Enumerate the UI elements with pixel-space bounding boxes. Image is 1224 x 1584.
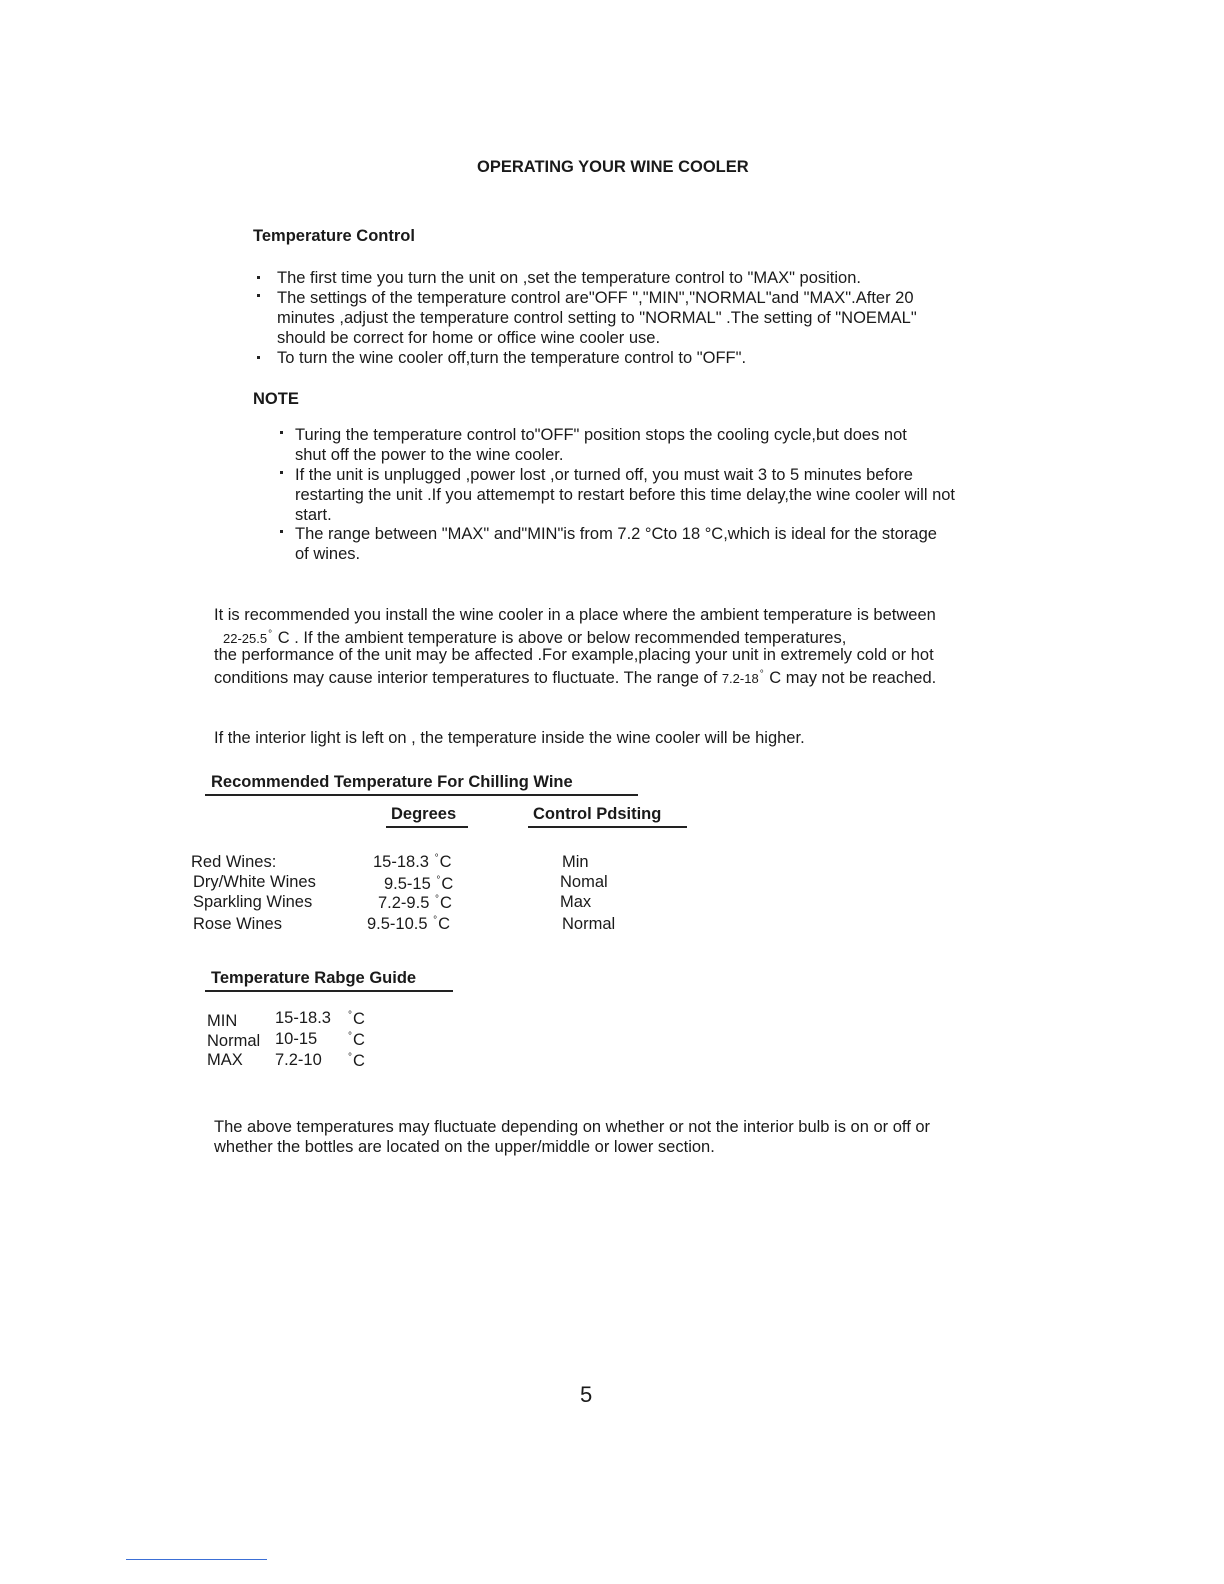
section-title-temperature-control: Temperature Control: [253, 227, 415, 245]
page-title: OPERATING YOUR WINE COOLER: [477, 158, 749, 176]
bullet: [280, 530, 283, 533]
control-setting: Min: [562, 853, 589, 871]
degree-symbol: °: [759, 669, 764, 680]
list-item: If the unit is unplugged ,power lost ,or turned off, you must wait 3 to 5 minutes before: [295, 466, 913, 484]
control-setting: Normal: [562, 915, 616, 933]
unit-c: C: [439, 853, 452, 871]
list-item-continuation: minutes ,adjust the temperature control setting to "NORMAL" .The setting of "NOEMAL": [277, 309, 917, 327]
range-guide-title: Temperature Rabge Guide: [211, 969, 417, 987]
wine-degrees: [373, 853, 451, 872]
degrees-value: 7.2-9.5: [378, 894, 430, 912]
paragraph-line: The above temperatures may fluctuate depending on whether or not the interior bulb is on or off or: [214, 1118, 931, 1136]
unit-c: C: [353, 1031, 365, 1049]
wine-name: Red Wines:: [191, 853, 277, 871]
unit-c: C: [441, 875, 454, 893]
wine-degrees: [378, 894, 452, 913]
range-value: 10-15: [275, 1030, 318, 1048]
unit-c: C: [439, 894, 452, 912]
paragraph-text: conditions may cause interior temperatures to fluctuate. The range of: [214, 669, 718, 687]
section-title-note: NOTE: [253, 390, 299, 408]
table-title: Recommended Temperature For Chilling Wine: [211, 773, 573, 791]
degree-symbol: °: [434, 894, 439, 905]
paragraph-text: C . If the ambient temperature is above or below recommended temperatures,: [277, 629, 847, 647]
control-setting: Max: [560, 893, 592, 911]
wine-name: Sparkling Wines: [193, 893, 313, 911]
paragraph-text: C may not be reached.: [769, 669, 937, 687]
degree-symbol: °: [268, 629, 273, 640]
paragraph-line: whether the bottles are located on the upper/middle or lower section.: [214, 1138, 715, 1156]
degrees-value: 9.5-15: [384, 875, 431, 893]
range-value: 7.2-18: [721, 671, 759, 686]
degree-symbol: °: [434, 853, 439, 864]
paragraph-line: [214, 665, 936, 689]
list-item-continuation: should be correct for home or office wine cooler use.: [277, 329, 661, 347]
wine-degrees: [384, 875, 453, 894]
column-underline: [386, 826, 468, 828]
bullet: [257, 276, 260, 279]
range-label: MIN: [207, 1012, 238, 1030]
degree-symbol: °: [348, 1031, 352, 1042]
list-item-continuation: of wines.: [295, 545, 361, 563]
degree-symbol: °: [348, 1052, 352, 1063]
list-item: Turing the temperature control to"OFF" position stops the cooling cycle,but does not: [295, 426, 907, 444]
unit-c: C: [353, 1010, 365, 1028]
column-underline: [528, 826, 687, 828]
degree-symbol: °: [433, 915, 438, 926]
degree-symbol: °: [348, 1010, 352, 1021]
light-paragraph: If the interior light is left on , the temperature inside the wine cooler will be higher.: [214, 729, 805, 747]
list-item: The settings of the temperature control are"OFF ","MIN","NORMAL"and "MAX".After 20: [277, 289, 914, 307]
wine-name: Dry/White Wines: [193, 873, 316, 891]
control-setting: Nomal: [560, 873, 608, 891]
column-header-degrees: Degrees: [391, 805, 457, 823]
list-item: To turn the wine cooler off,turn the temperature control to "OFF".: [277, 349, 747, 367]
wine-name: Rose Wines: [193, 915, 282, 933]
title-underline: [205, 990, 453, 992]
unit-c: C: [438, 915, 451, 933]
range-unit: [347, 1052, 365, 1071]
range-value: 7.2-10: [275, 1051, 322, 1069]
list-item-continuation: start.: [295, 506, 332, 524]
paragraph-line: the performance of the unit may be affected .For example,placing your unit in extremely cold or hot: [214, 646, 934, 664]
wine-degrees: [367, 915, 450, 934]
range-label: MAX: [207, 1051, 243, 1069]
paragraph-line: It is recommended you install the wine cooler in a place where the ambient temperature is between: [214, 606, 936, 624]
list-item-continuation: shut off the power to the wine cooler.: [295, 446, 564, 464]
bullet: [280, 431, 283, 434]
degrees-value: 15-18.3: [373, 853, 429, 871]
range-unit: [347, 1010, 365, 1029]
bullet: [257, 294, 260, 297]
range-value: 15-18.3: [275, 1009, 331, 1027]
bullet: [257, 356, 260, 359]
range-label: Normal: [207, 1032, 261, 1050]
title-underline: [205, 794, 638, 796]
ambient-range-value: 22-25.5: [223, 631, 268, 646]
column-header-control: Control Pdsiting: [533, 805, 662, 823]
list-item: The range between "MAX" and"MIN"is from 7.2 °Cto 18 °C,which is ideal for the storage: [295, 525, 937, 543]
list-item: The first time you turn the unit on ,set the temperature control to "MAX" position.: [277, 269, 861, 287]
range-unit: [347, 1031, 365, 1050]
page-number: 5: [580, 1382, 593, 1407]
degree-symbol: °: [436, 875, 441, 886]
footer-line: [126, 1559, 267, 1560]
degrees-value: 9.5-10.5: [367, 915, 428, 933]
unit-c: C: [353, 1052, 365, 1070]
list-item-continuation: restarting the unit .If you attemempt to restart before this time delay,the wine cooler will not: [295, 486, 956, 504]
bullet: [280, 471, 283, 474]
